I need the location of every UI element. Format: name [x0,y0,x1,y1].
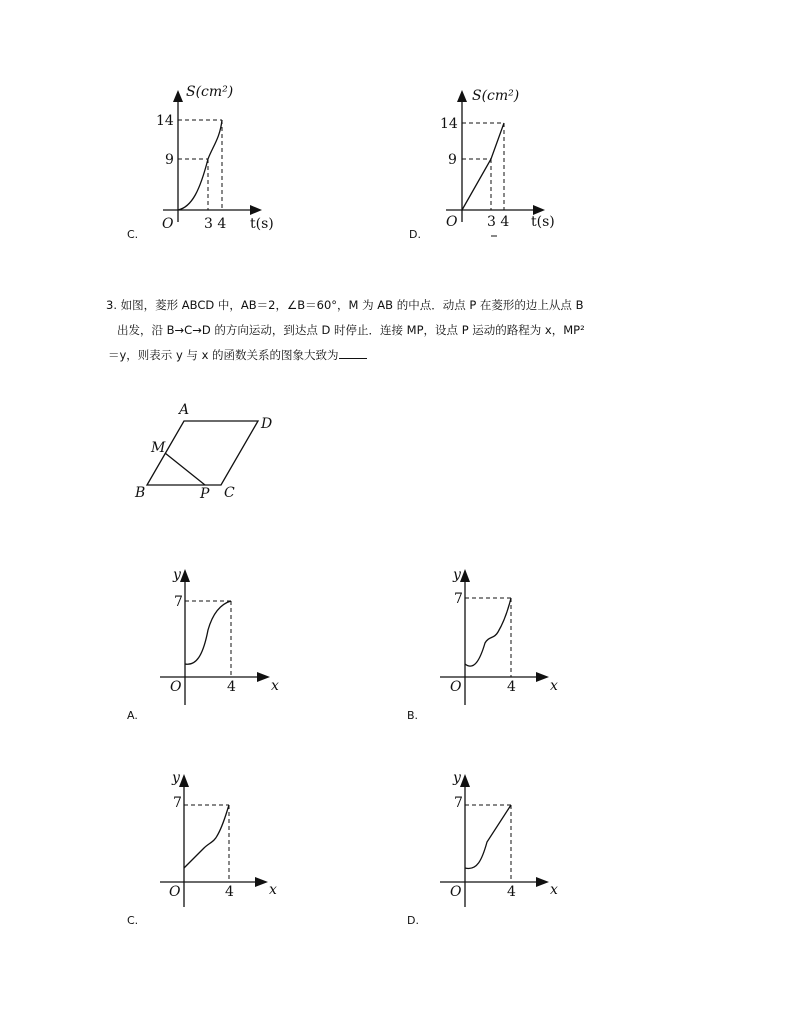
answer-graph-a-x-tick: 4 [227,679,236,695]
answer-graph-c-origin: O [169,884,181,900]
answer-graph-d-x-tick: 4 [507,884,516,900]
answer-graph-c-y-label: y [172,770,180,786]
vertex-a-label: A [179,402,190,418]
answer-graph-b-x-label: x [550,678,558,694]
top-graph-c-origin: O [162,216,174,232]
answer-graph-b-y-tick: 7 [454,591,463,607]
answer-graph-d-x-label: x [550,882,558,898]
answer-graph-a-y-label: y [173,567,181,583]
answer-graph-d-curve [465,805,511,868]
top-graph-d-x-axis-label: t(s) [531,214,555,230]
top-graph-d-x-ticks: 3 4 [487,214,510,230]
top-graph-d-y-axis-label: S(cm²) [472,88,520,104]
top-option-c-label[interactable]: C. [127,228,139,241]
vertex-c-label: C [224,485,235,501]
top-graph-c-x-ticks: 3 4 [204,216,227,232]
answer-graph-b-origin: O [450,679,462,695]
answer-option-c-label[interactable]: C. [127,914,139,927]
point-p-label: P [200,486,210,502]
answer-graph-c-x-tick: 4 [225,884,234,900]
point-m-label: M [151,440,166,456]
top-graph-d-origin: O [446,214,458,230]
question-text-line-1: 如图，菱形 ABCD 中，AB＝2，∠B＝60°，M 为 AB 的中点．动点 P 在菱形的边上从点 B [120,298,584,312]
top-option-d-label[interactable]: D. [409,228,421,241]
top-graph-c-x-axis-label: t(s) [250,216,274,232]
answer-graph-d-y-label: y [453,770,461,786]
top-graph-d-y-tick-14: 14 [440,116,458,132]
top-graph-d-y-tick-9: 9 [448,152,457,168]
answer-graph-d-origin: O [450,884,462,900]
answer-graph-d-y-tick: 7 [454,795,463,811]
answer-graph-a-y-tick: 7 [174,594,183,610]
top-graph-c-y-tick-14: 14 [156,113,174,129]
answer-graph-c-y-tick: 7 [173,795,182,811]
answer-graph-b-x-tick: 4 [507,679,516,695]
question-number: 3. [106,298,117,312]
top-graph-c-y-tick-9: 9 [165,152,174,168]
answer-option-a-label[interactable]: A. [127,709,138,722]
question-text-line-2: 出发，沿 B→C→D 的方向运动，到达点 D 时停止．连接 MP，设点 P 运动的路程为 x，MP² [117,323,585,337]
question-text-line-3: ＝y，则表示 y 与 x 的函数关系的图象大致为 [108,348,339,362]
answer-graph-a-origin: O [170,679,182,695]
answer-option-d-label[interactable]: D. [407,914,419,927]
answer-graph-c-x-label: x [269,882,277,898]
vertex-d-label: D [261,416,273,432]
answer-graph-b-y-label: y [453,567,461,583]
answer-graph-a-x-label: x [271,678,279,694]
vertex-b-label: B [135,485,146,501]
top-graph-c-y-axis-label: S(cm²) [186,84,234,100]
answer-option-b-label[interactable]: B. [407,709,419,722]
